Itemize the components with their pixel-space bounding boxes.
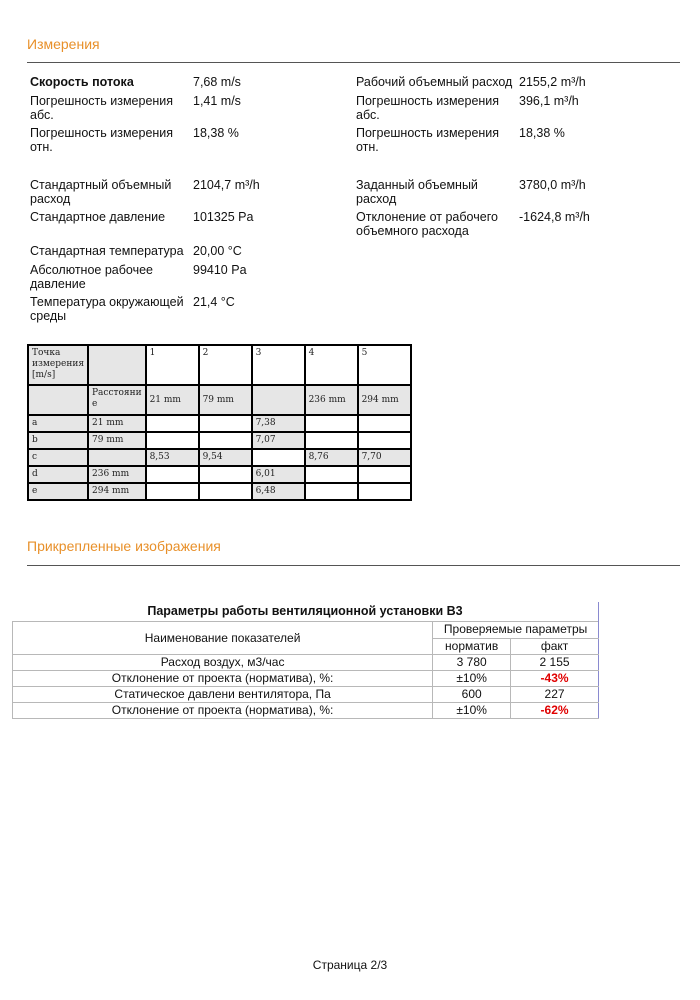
vent-row-norm: ±10%: [433, 703, 511, 719]
grid-cell: [358, 483, 411, 500]
grid-col-header: 4: [305, 345, 358, 385]
vent-row: [13, 655, 599, 671]
grid-row: [28, 449, 411, 466]
measurement-label: Погрешность измерения абс.: [30, 94, 174, 122]
grid-cell: 7,38: [252, 415, 305, 432]
grid-cell: 6,01: [252, 466, 305, 483]
vent-row-name: Статическое давлени вентилятора, Па: [13, 687, 433, 703]
measurement-label: Рабочий объемный расход: [356, 75, 513, 89]
grid-cell: [146, 483, 199, 500]
grid-cell: [146, 466, 199, 483]
measurement-value: 2155,2 m³/h: [519, 75, 586, 89]
grid-row-distance: 79 mm: [88, 432, 146, 449]
vent-row-fact: 227: [511, 687, 599, 703]
measurement-value: 18,38 %: [193, 126, 239, 140]
grid-cell: [358, 432, 411, 449]
grid-row-distance: 236 mm: [88, 466, 146, 483]
ventilation-parameters-image: [12, 602, 599, 719]
grid-cell: [305, 415, 358, 432]
measurement-value: 7,68 m/s: [193, 75, 241, 89]
attached-images-section-title: Прикрепленные изображения: [27, 538, 221, 554]
grid-cell: [199, 483, 252, 500]
measurement-value: 1,41 m/s: [193, 94, 241, 108]
grid-distance: [252, 385, 305, 415]
measurement-row: [30, 126, 343, 154]
vent-subheader-norm: норматив: [433, 638, 511, 655]
measurement-value: 3780,0 m³/h: [519, 178, 586, 192]
grid-distance-label: Расстояни е: [88, 385, 146, 415]
grid-cell: [88, 345, 146, 385]
grid-cell: [305, 483, 358, 500]
grid-cell: 8,76: [305, 449, 358, 466]
measurement-row: [356, 75, 669, 89]
grid-distance: 79 mm: [199, 385, 252, 415]
grid-col-header: 5: [358, 345, 411, 385]
grid-header-row: [28, 345, 411, 385]
vent-row-fact: 2 155: [511, 655, 599, 671]
vent-row: [13, 671, 599, 687]
grid-distance: 236 mm: [305, 385, 358, 415]
section-divider: [27, 62, 680, 63]
grid-cell: 7,07: [252, 432, 305, 449]
grid-cell: [252, 449, 305, 466]
vent-row: [13, 703, 599, 719]
grid-col-header: 1: [146, 345, 199, 385]
measurement-label: Заданный объемный расход: [356, 178, 478, 206]
grid-cell: 9,54: [199, 449, 252, 466]
measurement-row: [30, 210, 343, 224]
measurement-row: [30, 244, 343, 258]
vent-row: [13, 687, 599, 703]
grid-cell: [305, 432, 358, 449]
measurement-value: 99410 Pa: [193, 263, 247, 277]
vent-row-name: Расход воздух, м3/час: [13, 655, 433, 671]
measurement-row: [30, 94, 343, 122]
vent-header-row: [13, 622, 599, 639]
measurement-label: Стандартный объемный расход: [30, 178, 172, 206]
grid-corner-label: Точка измерения [m/s]: [28, 345, 88, 385]
measurement-value: 2104,7 m³/h: [193, 178, 260, 192]
measurement-row: [356, 210, 669, 238]
ventilation-table: [12, 621, 599, 719]
grid-distance: 294 mm: [358, 385, 411, 415]
measurement-label: Стандартное давление: [30, 210, 166, 224]
measurement-point-grid: [27, 344, 412, 501]
measurement-label: Погрешность измерения отн.: [30, 126, 174, 154]
grid-row-distance: 21 mm: [88, 415, 146, 432]
grid-cell: [199, 466, 252, 483]
measurement-row: [356, 126, 669, 154]
grid-cell: 7,70: [358, 449, 411, 466]
measurement-label: Абсолютное рабочее давление: [30, 263, 153, 291]
grid-row-distance: 294 mm: [88, 483, 146, 500]
vent-subheader-fact: факт: [511, 638, 599, 655]
measurement-label: Отклонение от рабочего объемного расхода: [356, 210, 498, 238]
measurement-value: 396,1 m³/h: [519, 94, 579, 108]
page-number: Страница 2/3: [312, 958, 388, 972]
measurement-label: Стандартная температура: [30, 244, 184, 258]
measurement-row: [30, 75, 343, 89]
grid-cell: 8,53: [146, 449, 199, 466]
grid-row: [28, 466, 411, 483]
measurement-value: -1624,8 m³/h: [519, 210, 590, 224]
grid-cell: [146, 432, 199, 449]
grid-row-name: c: [28, 449, 88, 466]
measurement-value: 20,00 °C: [193, 244, 242, 258]
grid-row: [28, 483, 411, 500]
grid-cell: [305, 466, 358, 483]
measurement-row: [30, 295, 343, 323]
measurement-label: Температура окружающей среды: [30, 295, 184, 323]
vent-row-name: Отклонение от проекта (норматива), %:: [13, 703, 433, 719]
grid-cell: [358, 466, 411, 483]
grid-row: [28, 415, 411, 432]
grid-row-name: a: [28, 415, 88, 432]
measurement-row: [356, 178, 669, 206]
ventilation-table-title: Параметры работы вентиляционной установки В3: [12, 602, 599, 621]
measurement-row: [30, 263, 343, 291]
grid-row-name: b: [28, 432, 88, 449]
measurements-right: [356, 75, 676, 245]
grid-cell: 6,48: [252, 483, 305, 500]
grid-cell: [28, 385, 88, 415]
measurement-label: Погрешность измерения отн.: [356, 126, 500, 154]
measurement-label: Скорость потока: [30, 75, 134, 89]
grid-row-name: e: [28, 483, 88, 500]
grid-cell: [199, 432, 252, 449]
vent-col-header: Наименование показателей: [13, 622, 433, 655]
grid-row: [28, 432, 411, 449]
grid-cell: [199, 415, 252, 432]
grid-col-header: 2: [199, 345, 252, 385]
measurements-left: [30, 75, 350, 335]
measurement-label: Погрешность измерения абс.: [356, 94, 500, 122]
grid-row-name: d: [28, 466, 88, 483]
measurement-row: [30, 178, 343, 206]
grid-distance: 21 mm: [146, 385, 199, 415]
grid-cell: [146, 415, 199, 432]
vent-row-fact: -62%: [511, 703, 599, 719]
vent-group-header: Проверяемые параметры: [433, 622, 599, 639]
measurement-value: 18,38 %: [519, 126, 565, 140]
grid-col-header: 3: [252, 345, 305, 385]
section-divider: [27, 565, 680, 566]
vent-row-name: Отклонение от проекта (норматива), %:: [13, 671, 433, 687]
grid-distance-row: [28, 385, 411, 415]
measurement-value: 21,4 °C: [193, 295, 235, 309]
vent-row-norm: 3 780: [433, 655, 511, 671]
grid-cell: [358, 415, 411, 432]
measurement-row: [356, 94, 669, 122]
grid-row-distance: [88, 449, 146, 466]
vent-row-norm: 600: [433, 687, 511, 703]
measurements-section-title: Измерения: [27, 36, 100, 52]
measurement-value: 101325 Pa: [193, 210, 254, 224]
vent-row-norm: ±10%: [433, 671, 511, 687]
vent-row-fact: -43%: [511, 671, 599, 687]
